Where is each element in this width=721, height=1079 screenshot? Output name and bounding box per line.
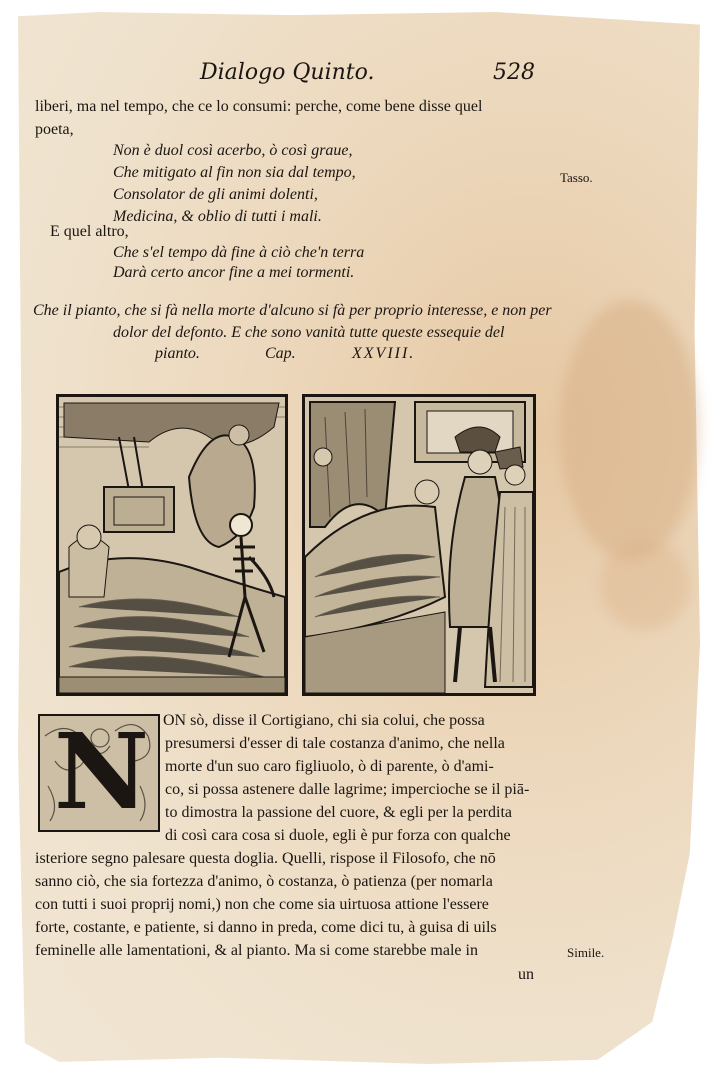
woodcut-left-illustration bbox=[59, 397, 285, 693]
body-line: isteriore segno palesare questa doglia. Quelli, rispose il Filosofo, che nō bbox=[35, 850, 496, 867]
verse-line: Medicina, & oblio di tutti i mali. bbox=[113, 208, 322, 225]
body-line: presumersi d'esser di tale costanza d'animo, che nella bbox=[165, 735, 505, 752]
prose-line: liberi, ma nel tempo, che ce lo consumi: perche, come bene disse quel bbox=[35, 98, 483, 115]
water-stain bbox=[560, 300, 700, 560]
margin-note-tasso: Tasso. bbox=[560, 170, 593, 185]
verse-line: Che s'el tempo dà fine à ciò che'n terra bbox=[113, 244, 365, 261]
catchword: un bbox=[518, 966, 534, 983]
woodcut-right bbox=[302, 394, 536, 696]
verse-line: Consolator de gli animi dolenti, bbox=[113, 186, 318, 203]
woodcut-right-illustration bbox=[305, 397, 533, 693]
chapter-heading-word: pianto. bbox=[155, 345, 200, 362]
woodcut-left bbox=[56, 394, 288, 696]
body-line: to dimostra la passione del cuore, & egli per la perdita bbox=[165, 804, 512, 821]
verse-line: Che mitigato al fin non sia dal tempo, bbox=[113, 164, 356, 181]
body-line: morte d'un suo caro figliuolo, ò di parente, ò d'ami- bbox=[165, 758, 494, 775]
page-number: 528 bbox=[493, 60, 535, 85]
verse-line: Darà certo ancor fine a mei tormenti. bbox=[113, 264, 355, 281]
body-line: forte, costante, e patiente, si danno in preda, come dici tu, à guisa di uils bbox=[35, 919, 497, 936]
body-line: con tutti i suoi proprij nomi,) non che come sia uirtuosa attione l'essere bbox=[35, 896, 489, 913]
body-line: co, si possa astenere dalle lagrime; impercioche se il piā- bbox=[165, 781, 530, 798]
chapter-heading-line: Che il pianto, che si fà nella morte d'alcuno si fà per proprio interesse, e non per bbox=[33, 302, 552, 319]
decorated-initial bbox=[38, 714, 160, 832]
margin-note-simile: Simile. bbox=[567, 945, 605, 960]
body-line: di così cara cosa si duole, egli è pur forza con qualche bbox=[165, 827, 511, 844]
body-line: feminelle alle lamentationi, & al pianto. Ma si come starebbe male in bbox=[35, 942, 478, 959]
body-line: ON sò, disse il Cortigiano, chi sia colui, che possa bbox=[163, 712, 485, 729]
chapter-heading-line: dolor del defonto. E che sono vanità tutte queste essequie del bbox=[113, 324, 505, 341]
transition-line: E quel altro, bbox=[50, 223, 129, 240]
prose-line: poeta, bbox=[35, 121, 74, 138]
chapter-cap-label: Cap. bbox=[265, 345, 296, 362]
drop-cap-letter: N bbox=[54, 714, 150, 832]
verse-line: Non è duol così acerbo, ò così graue, bbox=[113, 142, 353, 159]
body-line: sanno ciò, che sia fortezza d'animo, ò costanza, ò patienza (per nomarla bbox=[35, 873, 493, 890]
chapter-number: XXVIII. bbox=[352, 345, 416, 362]
running-title: Dialogo Quinto. bbox=[200, 60, 375, 85]
water-stain-small bbox=[600, 540, 690, 630]
